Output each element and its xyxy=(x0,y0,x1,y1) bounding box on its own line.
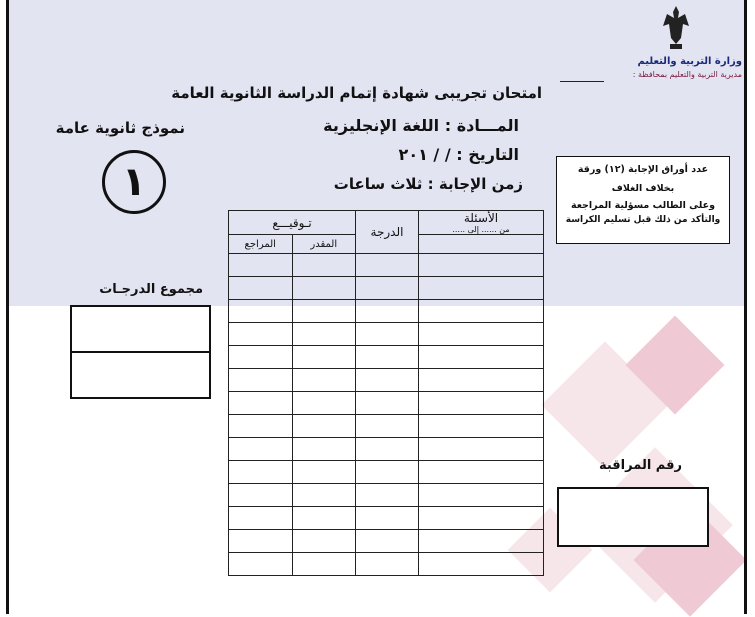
reviewer-cell[interactable] xyxy=(229,392,293,415)
reviewer-cell[interactable] xyxy=(229,300,293,323)
ministry-name: وزارة التربية والتعليم xyxy=(637,56,742,67)
grade-cell[interactable] xyxy=(356,461,419,484)
total-grades-label: مجموع الدرجـات xyxy=(99,282,203,297)
seat-number-box[interactable] xyxy=(557,487,709,547)
grade-cell[interactable] xyxy=(356,277,419,300)
model-label: نموذج ثانوية عامة xyxy=(55,119,185,137)
exam-title: امتحان تجريبى شهادة إتمام الدراسة الثانوية العامة xyxy=(171,84,542,102)
reviewer-cell[interactable] xyxy=(229,254,293,277)
questions-subcell xyxy=(419,235,544,254)
table-row xyxy=(229,300,544,323)
question-cell[interactable] xyxy=(419,392,544,415)
notice-line: وعلى الطالب مسؤلية المراجعة xyxy=(570,200,716,211)
table-row xyxy=(229,484,544,507)
reviewer-cell[interactable] xyxy=(229,553,293,576)
eagle-emblem-icon xyxy=(661,4,691,52)
question-cell[interactable] xyxy=(419,300,544,323)
model-number: ١ xyxy=(121,159,147,205)
grade-cell[interactable] xyxy=(356,484,419,507)
table-row xyxy=(229,369,544,392)
table-row xyxy=(229,323,544,346)
grade-cell[interactable] xyxy=(356,507,419,530)
questions-header xyxy=(419,211,544,235)
estimator-cell[interactable] xyxy=(292,507,356,530)
grade-cell[interactable] xyxy=(356,530,419,553)
grade-cell[interactable] xyxy=(356,300,419,323)
signature-header: تـوقيـــع xyxy=(229,211,356,235)
exam-duration: زمن الإجابة : ثلاث ساعات xyxy=(333,175,523,193)
estimator-cell[interactable] xyxy=(292,369,356,392)
total-grades-box[interactable] xyxy=(70,305,211,399)
directorate-line: مديرية التربية والتعليم بمحافظة : xyxy=(632,70,742,79)
directorate-underline xyxy=(560,81,604,82)
estimator-cell[interactable] xyxy=(292,461,356,484)
model-number-badge xyxy=(102,150,166,214)
table-row xyxy=(229,277,544,300)
question-cell[interactable] xyxy=(419,346,544,369)
reviewer-header: المراجع xyxy=(229,235,293,254)
grade-cell[interactable] xyxy=(356,553,419,576)
reviewer-cell[interactable] xyxy=(229,323,293,346)
notice-box xyxy=(556,156,730,244)
notice-line: بخلاف الغلاف xyxy=(611,183,675,194)
notice-line: عدد أوراق الإجابة (١٢) ورقة xyxy=(577,164,709,175)
estimator-cell[interactable] xyxy=(292,415,356,438)
grades-table-body xyxy=(229,254,544,576)
exam-subject: المـــادة : اللغة الإنجليزية xyxy=(323,116,519,135)
questions-range: من ...... إلى ..... xyxy=(452,225,510,234)
estimator-cell[interactable] xyxy=(292,346,356,369)
table-row xyxy=(229,254,544,277)
estimator-cell[interactable] xyxy=(292,530,356,553)
exam-date: التاريخ : / / ٢٠١ xyxy=(398,145,519,164)
table-row xyxy=(229,530,544,553)
question-cell[interactable] xyxy=(419,323,544,346)
reviewer-cell[interactable] xyxy=(229,438,293,461)
seat-label: رقم المراقبة xyxy=(598,458,682,473)
estimator-cell[interactable] xyxy=(292,254,356,277)
grade-cell[interactable] xyxy=(356,369,419,392)
grade-cell[interactable] xyxy=(356,323,419,346)
table-row xyxy=(229,438,544,461)
estimator-header: المقدر xyxy=(292,235,356,254)
reviewer-cell[interactable] xyxy=(229,415,293,438)
estimator-cell[interactable] xyxy=(292,277,356,300)
table-row xyxy=(229,346,544,369)
reviewer-cell[interactable] xyxy=(229,369,293,392)
total-grades-divider xyxy=(72,351,209,353)
question-cell[interactable] xyxy=(419,254,544,277)
question-cell[interactable] xyxy=(419,461,544,484)
question-cell[interactable] xyxy=(419,507,544,530)
grade-cell[interactable] xyxy=(356,346,419,369)
grade-cell[interactable] xyxy=(356,392,419,415)
table-row xyxy=(229,415,544,438)
table-row xyxy=(229,392,544,415)
estimator-cell[interactable] xyxy=(292,438,356,461)
reviewer-cell[interactable] xyxy=(229,484,293,507)
estimator-cell[interactable] xyxy=(292,484,356,507)
question-cell[interactable] xyxy=(419,415,544,438)
estimator-cell[interactable] xyxy=(292,553,356,576)
question-cell[interactable] xyxy=(419,369,544,392)
reviewer-cell[interactable] xyxy=(229,277,293,300)
table-row xyxy=(229,507,544,530)
table-row xyxy=(229,553,544,576)
table-row xyxy=(229,461,544,484)
reviewer-cell[interactable] xyxy=(229,461,293,484)
grade-cell[interactable] xyxy=(356,438,419,461)
question-cell[interactable] xyxy=(419,530,544,553)
estimator-cell[interactable] xyxy=(292,300,356,323)
reviewer-cell[interactable] xyxy=(229,346,293,369)
grades-table xyxy=(228,210,544,576)
estimator-cell[interactable] xyxy=(292,323,356,346)
grade-cell[interactable] xyxy=(356,415,419,438)
estimator-cell[interactable] xyxy=(292,392,356,415)
question-cell[interactable] xyxy=(419,553,544,576)
reviewer-cell[interactable] xyxy=(229,507,293,530)
notice-line: والتأكد من ذلك قبل تسليم الكراسة xyxy=(565,215,721,225)
question-cell[interactable] xyxy=(419,277,544,300)
reviewer-cell[interactable] xyxy=(229,530,293,553)
questions-label: الأسئلة xyxy=(463,211,499,225)
grade-cell[interactable] xyxy=(356,254,419,277)
question-cell[interactable] xyxy=(419,484,544,507)
grade-header: الدرجة xyxy=(356,211,419,254)
question-cell[interactable] xyxy=(419,438,544,461)
